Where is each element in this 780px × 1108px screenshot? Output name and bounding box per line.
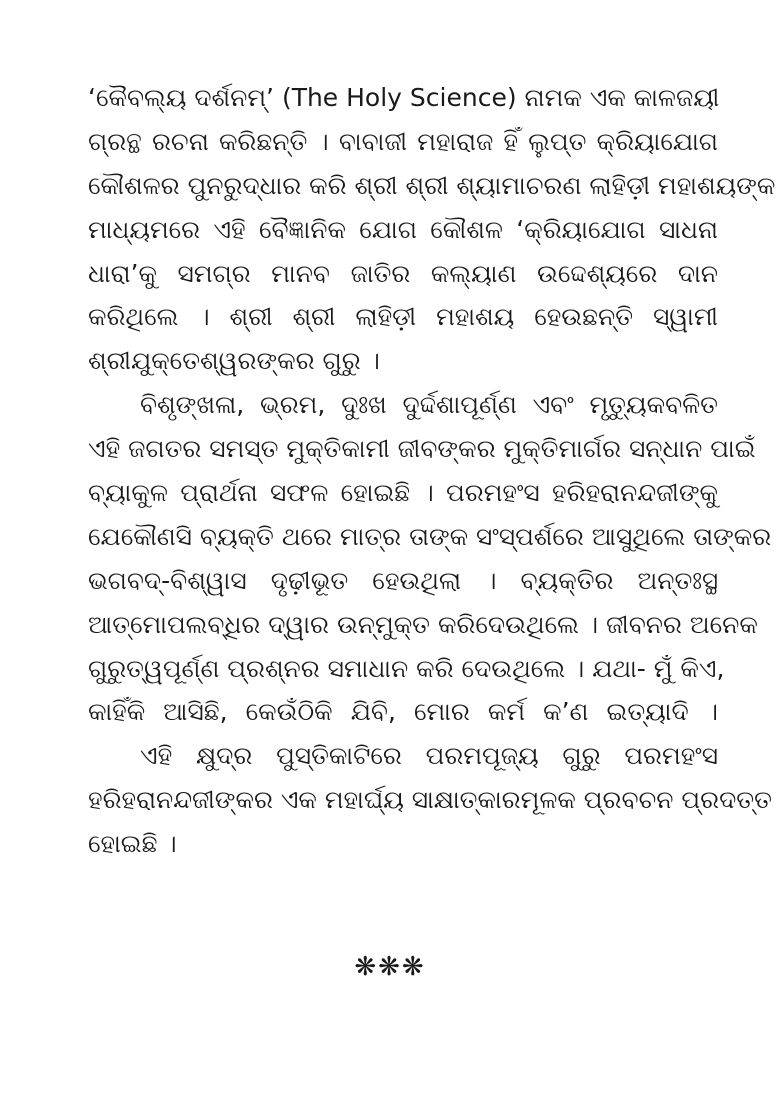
- text-line: ମାଧ୍ୟମରେ ଏହି ବୈଜ୍ଞାନିକ ଯୋଗ କୌଶଳ ‘କ୍ରିୟାଯୋଗ ସାଧନା: [88, 214, 718, 244]
- paragraph-1: [88, 76, 776, 383]
- text-line: ବିଶୃଙ୍ଖଳା, ଭ୍ରମ, ଦୁଃଖ ଦୁର୍ଦ୍ଦଶାପୂର୍ଣ୍ଣ ଏବଂ ମୃତ୍ୟୁକବଳିତ: [140, 390, 718, 420]
- text-line: ଶ୍ରୀଯୁକ୍ତେଶ୍ୱରଙ୍କର ଗୁରୁ ।: [88, 346, 380, 376]
- document-body: [88, 76, 776, 866]
- text-line: ଧାରା’କୁ ସମଗ୍ର ମାନବ ଜାତିର କଲ୍ୟାଣ ଉଦ୍ଦେଶ୍ୟରେ ଦାନ: [88, 258, 718, 288]
- text-line: ‘କୈବଲ୍ୟ ଦର୍ଶନମ୍’ (The Holy Science) ନାମକ ଏକ କାଳଜୟୀ: [88, 83, 720, 112]
- text-line: ହୋଇଛି ।: [88, 829, 177, 859]
- text-line: କାହିଁକି ଆସିଛି, କେଉଁଠିକି ଯିବି, ମୋର କର୍ମ କ’ଣ ଇତ୍ୟାଦି ।: [88, 697, 718, 727]
- text-line: ଏହି କ୍ଷୁଦ୍ର ପୁସ୍ତିକାଟିରେ ପରମପୂଜ୍ୟ ଗୁରୁ ପରମହଂସ: [140, 741, 718, 771]
- paragraph-2: [88, 383, 772, 734]
- text-line: କରିଥିଲେ । ଶ୍ରୀ ଶ୍ରୀ ଲାହିଡ଼ୀ ମହାଶୟ ହେଉଛନ୍ତି ସ୍ୱାମୀ: [88, 302, 718, 332]
- text-line: ଗ୍ରନ୍ଥ ରଚନା କରିଛନ୍ତି । ବାବାଜୀ ମହାରାଜ ହିଁ ଲୁପ୍ତ କ୍ରିୟାଯୋଗ: [88, 126, 718, 156]
- paragraph-3: [88, 734, 772, 866]
- text-line: କୌଶଳର ପୁନରୁଦ୍ଧାର କରି ଶ୍ରୀ ଶ୍ରୀ ଶ୍ୟାମାଚରଣ ଲାହିଡ଼ୀ ମହାଶୟଙ୍କ: [88, 170, 776, 200]
- text-line: ଏହି ଜଗତର ସମସ୍ତ ମୁକ୍ତିକାମୀ ଜୀବଙ୍କର ମୁକ୍ତିମାର୍ଗର ସନ୍ଧାନ ପାଇଁ: [88, 434, 756, 464]
- text-line: ଯେକୌଣସି ବ୍ୟକ୍ତି ଥରେ ମାତ୍ର ତାଙ୍କ ସଂସ୍ପର୍ଶରେ ଆସୁଥିଲେ ତାଙ୍କର: [88, 521, 772, 551]
- text-line: ଭଗବଦ୍-ବିଶ୍ୱାସ ଦୃଢ଼ୀଭୂତ ହେଉଥିଲା । ବ୍ୟକ୍ତିର ଅନ୍ତଃସ୍ଥ: [88, 565, 718, 595]
- end-ornament-icon: ❋❋❋: [354, 952, 426, 982]
- text-line: ବ୍ୟାକୁଳ ପ୍ରାର୍ଥନା ସଫଳ ହୋଇଛି । ପରମହଂସ ହରିହରାନନ୍ଦଜୀଙ୍କୁ: [88, 478, 718, 508]
- text-line: ହରିହରାନନ୍ଦଜୀଙ୍କର ଏକ ମହାର୍ଘ୍ୟ ସାକ୍ଷାତ୍‌କାରମୂଳକ ପ୍ରବଚନ ପ୍ରଦତ୍ତ: [88, 785, 772, 815]
- text-line: ଗୁରୁତ୍ୱପୂର୍ଣ୍ଣ ପ୍ରଶ୍ନର ସମାଧାନ କରି ଦେଉଥିଲେ । ଯଥା- ମୁଁ କିଏ,: [88, 653, 725, 683]
- text-line: ଆତ୍ମୋପଲବ୍ଧିର ଦ୍ୱାର ଉନ୍ମୁକ୍ତ କରିଦେଉଥିଲେ । ଜୀବନର ଅନେକ: [88, 609, 758, 639]
